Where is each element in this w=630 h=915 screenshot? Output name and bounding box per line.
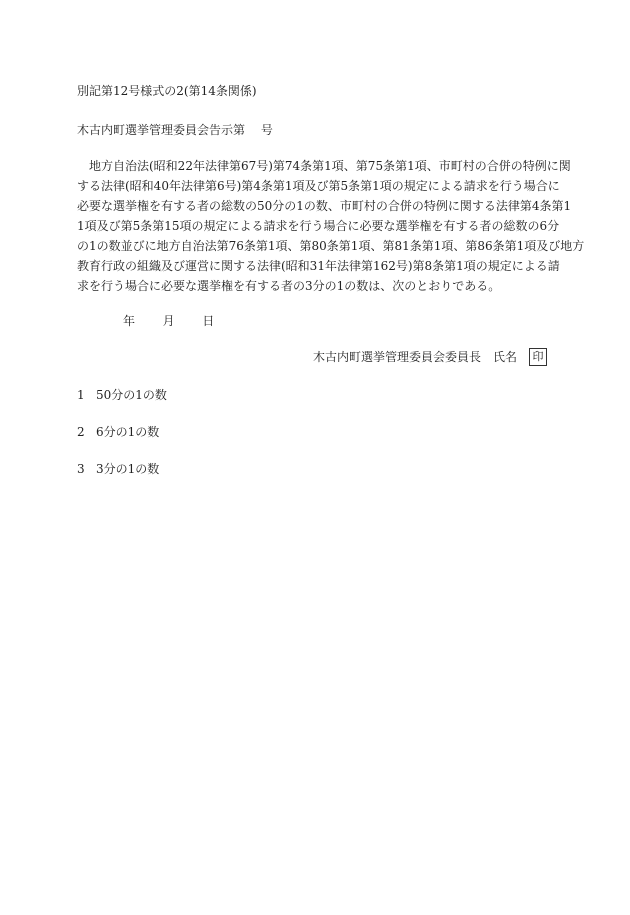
list-item [77,387,167,403]
month-label: 月 [162,314,175,328]
body-line: の1の数並びに地方自治法第76条第1項、第80条第1項、第81条第1項、第86条第1項及び地方 [77,239,585,253]
item-number: 1 [77,388,85,402]
item-number: 3 [77,462,85,476]
year-label: 年 [123,314,136,328]
body-line: 求を行う場合に必要な選挙権を有する者の3分の1の数は、次のとおりである。 [77,279,501,293]
form-title: 別記第12号様式の2(第14条関係) [77,84,257,98]
day-label: 日 [202,314,215,328]
name-label: 氏名 [493,350,518,364]
item-text: 50分の1の数 [96,388,167,402]
item-text: 6分の1の数 [96,425,160,439]
seal-mark: 印 [529,348,547,366]
list-item [77,424,159,440]
body-line: 1項及び第5条第15項の規定による請求を行う場合に必要な選挙権を有する者の総数の6分 [77,219,560,233]
item-text: 3分の1の数 [96,462,160,476]
body-line: する法律(昭和40年法律第6号)第4条第1項及び第5条第1項の規定による請求を行う場合に [77,179,560,193]
item-number: 2 [77,425,85,439]
body-line: 地方自治法(昭和22年法律第67号)第74条第1項、第75条第1項、市町村の合併の特例に関 [77,159,571,173]
chairman-title: 木古内町選挙管理委員会委員長 [313,350,482,364]
body-line: 必要な選挙権を有する者の総数の50分の1の数、市町村の合併の特例に関する法律第4条第1 [77,199,572,213]
body-line: 教育行政の組織及び運営に関する法律(昭和31年法律第162号)第8条第1項の規定による請 [77,259,560,273]
date-line [123,313,214,329]
list-item [77,461,159,477]
signature-line [313,348,547,366]
notice-number: 木古内町選挙管理委員会告示第 号 [77,123,273,137]
